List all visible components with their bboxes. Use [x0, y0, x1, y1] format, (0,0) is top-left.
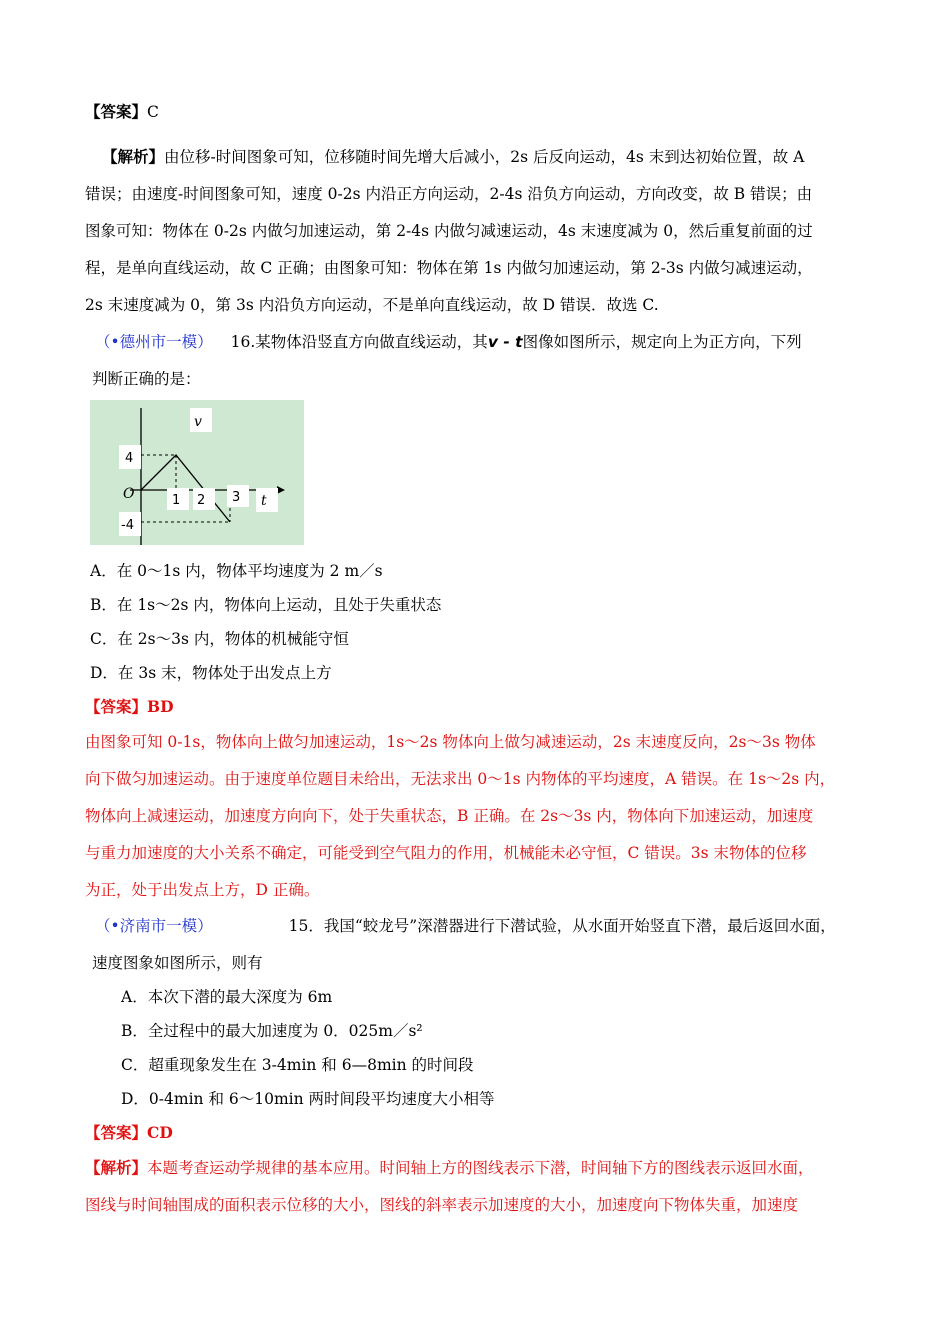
q15-option-a: A．本次下潜的最大深度为 6m [121, 988, 333, 1006]
q16-analysis-line-2: 向下做匀加速运动。由于速度单位题目未给出，无法求出 0～1s 内物体的平均速度，A 错误。在 1s～2s 内， [85, 770, 836, 788]
graph-label-yneg4: -4 [121, 518, 134, 533]
label-box-t [256, 488, 278, 512]
q15-option-d: D．0-4min 和 6～10min 两时间段平均速度大小相等 [121, 1090, 495, 1108]
prev-analysis-line-1: 【解析】由位移-时间图象可知，位移随时间先增大后减小，2s 后反向运动，4s 末到达初始位置，故 A [102, 147, 805, 166]
q16-analysis-line-1: 由图象可知 0-1s，物体向上做匀加速运动，1s～2s 物体向上做匀减速运动，2s 末速度反向，2s～3s 物体 [85, 733, 816, 751]
q16-vt-graph [90, 400, 304, 545]
q15-stem-line-2: 速度图象如图所示，则有 [92, 954, 263, 972]
q15-analysis-line-2: 图线与时间轴围成的面积表示位移的大小，图线的斜率表示加速度的大小，加速度向下物体失重，加速度 [85, 1196, 799, 1214]
prev-analysis-line-4: 程，是单向直线运动，故 C 正确；由图象可知：物体在第 1s 内做匀加速运动，第 2-3s 内做匀减速运动， [85, 259, 813, 277]
q16-analysis-line-5: 为正，处于出发点上方，D 正确。 [85, 881, 320, 899]
graph-label-x3: 3 [232, 490, 241, 505]
q15-stem-line-1: （•济南市一模） 15．我国“蛟龙号”深潜器进行下潜试验，从水面开始竖直下潜，最后返回水面， [95, 917, 836, 935]
q16-option-d: D．在 3s 末，物体处于出发点上方 [90, 664, 332, 682]
q16-option-a: A．在 0～1s 内，物体平均速度为 2 m／s [90, 562, 383, 580]
q16-answer: 【答案】BD [85, 697, 174, 716]
graph-label-x1: 1 [172, 493, 181, 508]
q16-stem-line-1: （•德州市一模） 16.某物体沿竖直方向做直线运动，其v - t图像如图所示，规定向上为正方向，下列 [95, 333, 802, 351]
q16-source: （•德州市一模） [95, 333, 213, 351]
q16-stem-line-2: 判断正确的是： [92, 370, 201, 388]
graph-label-v: v [194, 414, 202, 430]
prev-analysis-line-3: 图象可知：物体在 0-2s 内做匀加速运动，第 2-4s 内做匀减速运动，4s 末速度减为 0，然后重复前面的过 [85, 222, 813, 240]
q15-analysis-line-1: 【解析】本题考查运动学规律的基本应用。时间轴上方的图线表示下潜，时间轴下方的图线表示返回水面， [85, 1158, 814, 1177]
q16-analysis-line-3: 物体向上减速运动，加速度方向向下，处于失重状态，B 正确。在 2s～3s 内，物体向下加速运动，加速度 [85, 807, 814, 825]
q15-source: （•济南市一模） [95, 917, 213, 935]
prev-analysis-line-2: 错误；由速度-时间图象可知，速度 0-2s 内沿正方向运动，2-4s 沿负方向运动，方向改变，故 B 错误；由 [85, 185, 813, 203]
q15-answer: 【答案】CD [85, 1123, 173, 1142]
q15-option-b: B．全过程中的最大加速度为 0．025m／s² [121, 1022, 423, 1040]
q15-option-c: C．超重现象发生在 3-4min 和 6—8min 的时间段 [121, 1056, 474, 1074]
prev-answer: 【答案】C [85, 102, 159, 121]
q16-option-b: B．在 1s～2s 内，物体向上运动，且处于失重状态 [90, 596, 442, 614]
q16-option-c: C．在 2s～3s 内，物体的机械能守恒 [90, 630, 349, 648]
graph-label-y4: 4 [125, 451, 134, 466]
graph-label-t: t [261, 493, 267, 509]
q16-analysis-line-4: 与重力加速度的大小关系不确定，可能受到空气阻力的作用，机械能未必守恒，C 错误。3s 末物体的位移 [85, 844, 807, 862]
graph-label-x2: 2 [197, 493, 206, 508]
prev-analysis-line-5: 2s 末速度减为 0，第 3s 内沿负方向运动，不是单向直线运动，故 D 错误．故选 C. [85, 296, 659, 314]
graph-label-origin: O [123, 486, 135, 502]
